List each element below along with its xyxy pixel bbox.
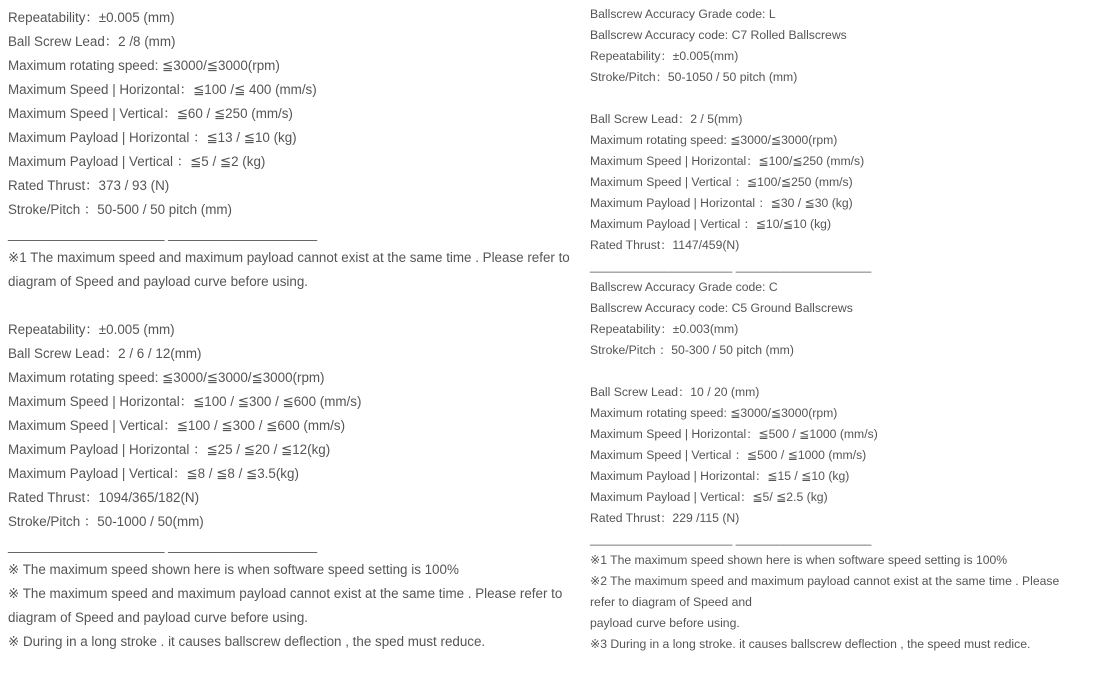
footnote: payload curve before using. [590,616,740,630]
spec-line: Maximum Speed | Horizontal：≦500 / ≦1000 (mm/s) [590,427,878,441]
left-spec-column [8,6,578,654]
spec-line: Maximum Speed | Vertical ：≦100/≦250 (mm/s) [590,175,853,189]
spec-line: Repeatability：±0.005(mm) [590,49,739,63]
footnote: refer to diagram of Speed and [590,595,752,609]
spacer [8,294,578,318]
separator: _____________________ ____________________ [590,259,872,273]
separator: _____________________ ____________________ [8,226,318,241]
spec-line: Ball Screw Lead：2 / 6 / 12(mm) [8,346,202,361]
spec-line: Maximum Payload | Horizontal：≦15 / ≦10 (kg) [590,469,850,483]
footnote: ※1 The maximum speed shown here is when software speed setting is 100% [590,553,1008,567]
spec-line: Ball Screw Lead：10 / 20 (mm) [590,385,760,399]
spec-line: Ballscrew Accuracy Grade code: C [590,280,778,294]
spec-block-2 [8,318,578,534]
spec-line: Maximum Payload | Vertical ：≦5 / ≦2 (kg) [8,154,266,169]
footnotes [590,550,1085,655]
footnote: ※ The maximum speed and maximum payload cannot exist at the same time . Please refer to diagram of Speed and payload curve before using. [8,586,563,625]
spec-line: Ball Screw Lead：2 / 5(mm) [590,112,743,126]
footnotes [8,558,578,654]
spec-line: Rated Thrust：373 / 93 (N) [8,178,170,193]
spec-line: Rated Thrust：1147/459(N) [590,238,740,252]
right-spec-column [590,4,1085,655]
spec-line: Maximum Payload | Vertical：≦5/ ≦2.5 (kg) [590,490,828,504]
spec-block-4 [590,382,1085,529]
spec-line: Rated Thrust：1094/365/182(N) [8,490,200,505]
spec-line: Ballscrew Accuracy code: C5 Ground Ballscrews [590,301,853,315]
footnote: ※3 During in a long stroke. it causes ballscrew deflection , the speed must redice. [590,637,1031,651]
spec-line: Maximum Payload | Horizontal ：≦30 / ≦30 (kg) [590,196,853,210]
separator: _____________________ ____________________ [8,538,318,553]
spec-line: Stroke/Pitch ：50-300 / 50 pitch (mm) [590,343,794,357]
spec-line: Stroke/Pitch：50-1050 / 50 pitch (mm) [590,70,798,84]
spec-line: Maximum rotating speed: ≦3000/≦3000(rpm) [8,58,280,73]
spec-line: Stroke/Pitch ：50-500 / 50 pitch (mm) [8,202,233,217]
spec-block-3 [590,277,1085,361]
spec-line: Ball Screw Lead：2 /8 (mm) [8,34,176,49]
spec-line: Maximum Speed | Vertical：≦100 / ≦300 / ≦600 (mm/s) [8,418,346,433]
spacer [590,88,1085,109]
spec-line: Maximum Speed | Horizontal：≦100/≦250 (mm/s) [590,154,865,168]
spec-line: Maximum Speed | Horizontal：≦100 / ≦300 / ≦600 (mm/s) [8,394,362,409]
spec-line: Maximum Payload | Vertical ：≦10/≦10 (kg) [590,217,832,231]
footnote: ※ During in a long stroke . it causes ballscrew deflection , the sped must reduce. [8,634,486,649]
spec-line: Maximum rotating speed: ≦3000/≦3000/≦3000(rpm) [8,370,325,385]
spec-line: Maximum Payload | Horizontal ：≦25 / ≦20 / ≦12(kg) [8,442,331,457]
spec-block-2 [590,109,1085,256]
spec-line: Stroke/Pitch ：50-1000 / 50(mm) [8,514,204,529]
spec-line: Rated Thrust：229 /115 (N) [590,511,740,525]
spec-line: Maximum Speed | Horizontal：≦100 /≦ 400 (mm/s) [8,82,317,97]
footnote: ※1 The maximum speed and maximum payload cannot exist at the same time . Please refer to diagram of Speed and payload curve before using. [8,250,570,289]
spec-line: Maximum Speed | Vertical：≦60 / ≦250 (mm/s) [8,106,293,121]
spacer [590,361,1085,382]
spec-line: Maximum Payload | Vertical：≦8 / ≦8 / ≦3.5(kg) [8,466,299,481]
footnote: ※2 The maximum speed and maximum payload cannot exist at the same time . Please [590,574,1060,588]
spec-line: Ballscrew Accuracy Grade code: L [590,7,776,21]
spec-block-1 [8,6,578,222]
spec-line: Maximum Payload | Horizontal ：≦13 / ≦10 (kg) [8,130,297,145]
separator: _____________________ ____________________ [590,532,872,546]
spec-line: Maximum rotating speed: ≦3000/≦3000(rpm) [590,133,838,147]
spec-line: Repeatability：±0.005 (mm) [8,322,175,337]
spec-line: Ballscrew Accuracy code: C7 Rolled Ballscrews [590,28,847,42]
spec-line: Repeatability：±0.003(mm) [590,322,739,336]
spec-line: Maximum Speed | Vertical ：≦500 / ≦1000 (mm/s) [590,448,867,462]
spec-line: Repeatability：±0.005 (mm) [8,10,175,25]
spec-block-1 [590,4,1085,88]
footnote: ※ The maximum speed shown here is when software speed setting is 100% [8,562,459,577]
spec-line: Maximum rotating speed: ≦3000/≦3000(rpm) [590,406,838,420]
